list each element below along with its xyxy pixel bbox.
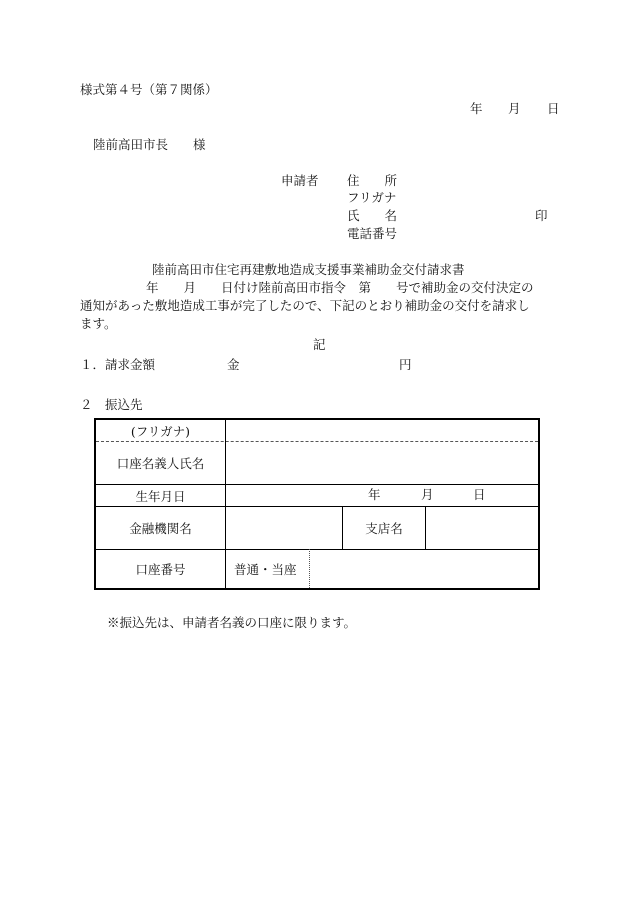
- bank-name-label: 金融機関名: [129, 521, 192, 536]
- furigana-label: (フリガナ): [130, 423, 191, 439]
- yen-label: 円: [399, 357, 412, 372]
- birth-year-label: 年: [368, 487, 381, 502]
- request-amount-label: １．請求金額: [80, 357, 156, 372]
- branch-name-label: 支店名: [365, 521, 403, 536]
- document-title: 陸前高田市住宅再建敷地造成支援事業補助金交付請求書: [152, 262, 465, 277]
- applicant-address-label: 住 所: [347, 173, 398, 188]
- birth-month-label: 月: [421, 487, 434, 502]
- branch-name-input[interactable]: [426, 507, 538, 549]
- account-holder-label: 口座名義人氏名: [116, 456, 205, 471]
- date-year-label: 年: [470, 101, 483, 116]
- birth-date-input[interactable]: [226, 485, 538, 506]
- account-number-input[interactable]: [310, 550, 538, 588]
- kin-label: 金: [227, 357, 240, 372]
- date-month-label: 月: [508, 101, 521, 116]
- body-line-1: 年 月 日付け陸前高田市指令 第 号で補助金の交付決定の: [146, 280, 534, 295]
- applicant-phone-label: 電話番号: [347, 226, 398, 241]
- applicant-name-label: 氏 名: [347, 208, 398, 223]
- applicant-label: 申請者: [281, 173, 319, 188]
- account-type-selector[interactable]: 普通・当座: [234, 562, 297, 577]
- transfer-destination-label: ２ 振込先: [80, 397, 143, 412]
- account-holder-input[interactable]: [226, 442, 538, 484]
- body-line-2: 通知があった敷地造成工事が完了したので、下記のとおり補助金の交付を請求し: [80, 298, 530, 313]
- bank-account-table: [94, 418, 540, 590]
- applicant-furigana-label: フリガナ: [347, 190, 397, 205]
- seal-mark: 印: [535, 208, 548, 223]
- addressee: 陸前高田市長 様: [93, 137, 206, 152]
- date-day-label: 日: [547, 101, 560, 116]
- birth-date-label: 生年月日: [135, 488, 186, 504]
- account-number-label: 口座番号: [135, 562, 186, 577]
- body-line-3: ます。: [80, 316, 117, 331]
- birth-day-label: 日: [473, 487, 486, 502]
- form-number: 様式第４号（第７関係）: [80, 82, 218, 97]
- transfer-note: ※振込先は、申請者名義の口座に限ります。: [107, 615, 357, 630]
- bank-name-input[interactable]: [226, 507, 342, 549]
- furigana-input[interactable]: [226, 420, 538, 441]
- ki-heading: 記: [313, 337, 326, 352]
